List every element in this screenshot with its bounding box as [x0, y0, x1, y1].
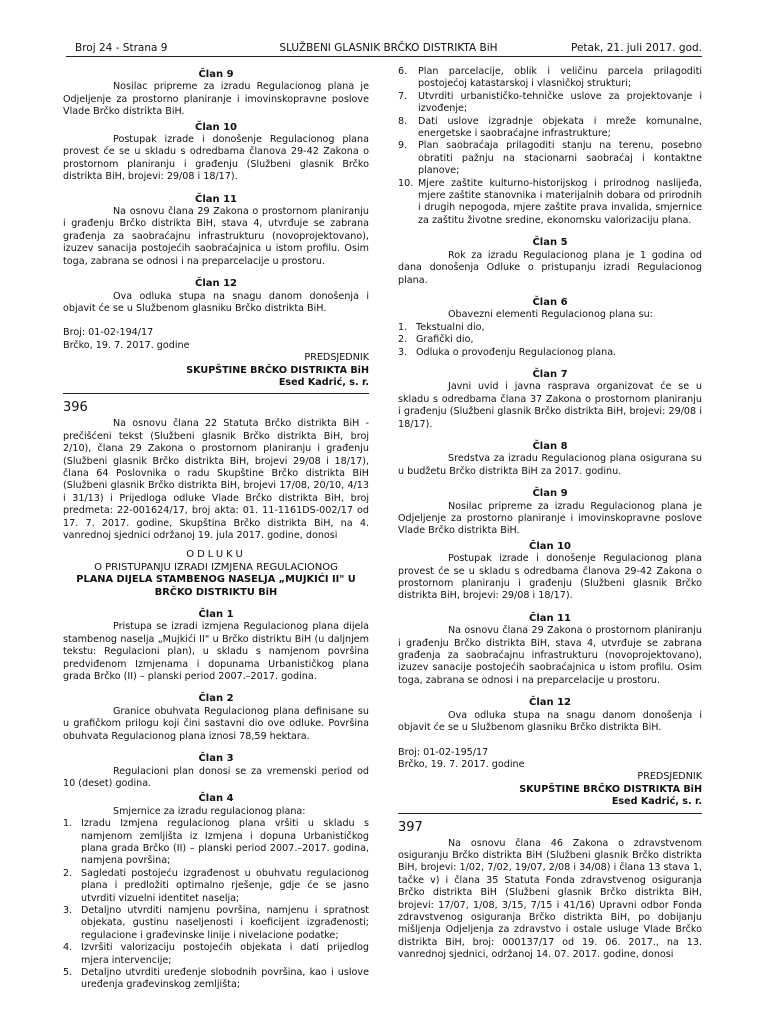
act-preamble: Na osnovu člana 46 Zakona o zdravstvenom osiguranju Brčko distrikta BiH (Službeni glasnik Brčko distrikta BiH, brojevi: 1/02, 7/02, 19/07, 2/08 i 34/08) i člana 13 stava 1, tačke v) i člana 35 Statuta Fonda zdravstvenog osiguranja Brčko distrikta BiH (Službeni glasnik Brčko distrikta BiH, brojevi: 17/07, 1/08, 3/15, 7/15 i 41/16) Upravni odbor Fonda zdravstvenog osiguranja Brčko distrikta BiH, po dobijanju mišljenja Odjeljenja za zdravstvo i ostale usluge Vlade Brčko distrikta BiH, broj: 000137/17 od 19. 06. 2017., na 13. vanrednoj sjednici, održanoj 14. 07. 2017. godine, donosi [398, 837, 702, 961]
article-text: Ova odluka stupa na snagu danom donošenja i objavit će se u Službenom glasniku Brčko distrikta BiH. [398, 709, 702, 734]
article-title: Član 1 [198, 609, 234, 621]
publication-date: Petak, 21. juli 2017. god. [571, 42, 702, 54]
article-title: Član 9 [198, 69, 234, 80]
act-title-line: O PRISTUPANJU IZRADI IZMJENA REGULACIONOG [94, 561, 338, 573]
list-item: 2. Sagledati postojeću izgrađenost u obuhvatu regulacionog plana i predložiti optimalno rješenje, gdje će se jasno utvrditi vizuelni identitet naselja; [63, 867, 369, 904]
article-text: Smjernice za izradu regulacionog plana: [113, 805, 306, 817]
document-number: Broj: 01-02-195/17 [398, 746, 489, 758]
right-column [398, 66, 702, 962]
article-text: Postupak izrade i donošenje Regulacionog plana provest će se u skladu s odredbama članova 29-42 Zakona o prostornom planiranju i građenju (Službeni glasnik Brčko distrikta BiH, brojevi: 29/08 i 18/17). [398, 553, 702, 602]
article-text: Obavezni elementi Regulacionog plana su: [448, 309, 653, 321]
article-title: Član 11 [194, 193, 238, 205]
act-number: 396 [63, 400, 88, 416]
list-item: 6. Plan parcelacije, oblik i veličinu parcela prilagoditi postojećoj katastarskoj i vlasničkoj strukturi; [398, 66, 702, 90]
list-item: 4. Izvršiti valorizaciju postojećih objekata i dati prijedlog mjera intervencije; [63, 942, 369, 966]
list-item: 3. Odluka o provođenju Regulacionog plana. [398, 346, 617, 358]
signatory-name: Esed Kadrić, s. r. [611, 796, 702, 808]
article-text: Regulacioni plan donosi se za vremenski period od 10 (deset) godina. [63, 765, 369, 789]
signatory-body: SKUPŠTINE BRČKO DISTRIKTA BiH [519, 783, 702, 795]
list-item: 1. Izradu Izmjena regulacionog plana vršiti u skladu s namjenom zemljišta iz Izmjena i dopuna Urbanističkog plana grada Brčko (II) – planski period 2007.–2017. godina, namjena površina; [63, 818, 369, 867]
article-text: Rok za izradu Regulacionog plana je 1 godina od dana donošenja Odluke o pristupanju izradi Regulacionog plana. [398, 249, 702, 286]
article-text: Nosilac pripreme za izradu Regulacionog plana je Odjeljenje za prostorno planiranje i imovinskopravne poslove Vlade Brčko distrikta BiH. [398, 500, 702, 537]
list-item: 2. Grafički dio, [398, 334, 474, 346]
article-text: Ova odluka stupa na snagu danom donošenja i objavit će se u Službenom glasniku Brčko distrikta BiH. [63, 290, 369, 314]
signatory-name: Esed Kadrić, s. r. [278, 376, 369, 388]
elements-list [398, 322, 702, 359]
publication-title: SLUŽBENI GLASNIK BRČKO DISTRIKTA BiH [279, 42, 498, 54]
article-text: Na osnovu člana 29 Zakona o prostornom planiranju i građenju Brčko distrikta BiH, stava 4, utvrđuje se zabrana građenja za saobraćajnu infrastrukturu (novoprojektovano), izuzev sanacija postojećih saobraćajnica u istom profilu. Osim toga, zabrana se odnosi i na preparcelacije u prostoru. [63, 206, 369, 267]
article-text: Nosilac pripreme za izradu Regulacionog plana je Odjeljenje za prostorno planiranje i imovinskopravne poslove Vlade Brčko distrikta BiH. [63, 81, 369, 118]
act-preamble: Na osnovu člana 22 Statuta Brčko distrikta BiH - prečišćeni tekst (Službeni glasnik Brčko distrikta BiH, broj 2/10), člana 29 Zakona o prostornom planiranju i građenju (Službeni glasnik Brčko distrikta BiH, brojevi 29/08 i 18/17), člana 64 Poslovnika o radu Skupštine Brčko distrikta BiH (Službeni glasnik Brčko distrikta BiH, brojevi 17/08, 20/10, 4/13 i 31/13) i Prijedloga odluke Vlade Brčko distrikta BiH, broj predmeta: 22-001624/17, broj akta: 01. 11-1161DS-002/17 od 17. 7. 2017. godine, Skupština Brčko distrikta BiH, na 4. vanrednoj sjednici održanoj 19. jula 2017. godine, donosi [63, 418, 369, 541]
list-item: 9. Plan saobraćaja prilagoditi stanju na terenu, posebno obratiti pažnju na stacionarni saobraćaj i kontaktne planove; [398, 140, 702, 177]
list-item: 10. Mjere zaštite kulturno-historijskog i prirodnog naslijeđa, mjere zaštite stanovnika i materijalnih dobara od prirodnih i drugih nepogoda, mjere zaštite prava invalida, smjernice za zaštitu životne sredine, ekonomsku valorizaciju plana. [398, 177, 702, 226]
article-title: Član 11 [528, 612, 572, 624]
article-title: Član 3 [198, 753, 234, 765]
section-divider [63, 393, 369, 394]
article-title: Član 8 [532, 440, 568, 452]
act-type-heading: ODLUKU [186, 549, 246, 561]
article-title: Član 2 [198, 693, 234, 705]
document-date: Brčko, 19. 7. 2017. godine [398, 758, 525, 770]
article-text: Na osnovu člana 29 Zakona o prostornom planiranju i građenju Brčko distrikta BiH, stava 4, utvrđuje se zabrana građenja za saobraćajnu infrastrukturu (novoprojektovano), izuzev sanacije postojećih saobraćajnica u istom profilu. Osim toga, zabrana se odnosi i na preparcelacije u prostoru. [398, 625, 702, 686]
article-text: Postupak izrade i donošenje Regulacionog plana provest će se u skladu s odredbama članova 29-42 Zakona o prostornom planiranju i građenju (Službeni glasnik Brčko distrikta BiH, brojevi: 29/08 i 18/17). [63, 134, 369, 183]
signatory-role: PREDSJEDNIK [637, 771, 702, 783]
article-title: Član 10 [528, 540, 572, 552]
article-title: Član 12 [528, 697, 572, 709]
article-text: Granice obuhvata Regulacionog plana definisane su u grafičkom prilogu koji čini sastavni dio ove odluke. Površina obuhvata Regulacionog plana iznosi 78,59 hektara. [63, 705, 369, 742]
article-title: Član 10 [194, 121, 238, 133]
guidelines-list [63, 818, 369, 992]
page-header [75, 42, 702, 56]
article-title: Član 5 [532, 237, 568, 249]
list-item: 5. Detaljno utvrditi uređenje slobodnih površina, kao i uslove uređenja građevinskog zemljišta; [63, 967, 369, 991]
list-item: 1. Tekstualni dio, [398, 321, 485, 333]
act-number: 397 [398, 819, 423, 835]
list-item: 8. Dati uslove izgradnje objekata i mreže komunalne, energetske i saobraćajne infrastrukture; [398, 115, 702, 140]
article-text: Sredstva za izradu Regulacionog plana osigurana su u budžetu Brčko distrikta BiH za 2017. godinu. [398, 453, 702, 477]
list-item: 3. Detaljno utvrditi namjenu površina, namjenu i spratnost objekata, gustinu naseljenosti i koeficijent izgrađenosti; regulacione i građevinske linije i nivelacione podatke; [63, 904, 369, 941]
signatory-role: PREDSJEDNIK [304, 352, 369, 364]
article-title: Član 9 [532, 488, 568, 500]
header-rule [66, 56, 702, 57]
left-column [63, 66, 369, 992]
section-divider [398, 813, 702, 814]
document-number: Broj: 01-02-194/17 [63, 327, 154, 339]
article-title: Član 6 [532, 296, 568, 308]
act-title-subject: PLANA DIJELA STAMBENOG NASELJA „MUJKIĆI II" U BRČKO DISTRIKTU BiH [76, 574, 356, 598]
article-text: Pristupa se izradi izmjena Regulacionog plana dijela stambenog naselja „Mujkići II" u Brčko distriktu BiH (u daljnjem tekstu: Regulacioni plan), u skladu s namjenom površina predviđenom Izmjenama i dopunama Urbanističkog plana grada Brčko (II) – planski period 2007.–2017. godina. [63, 621, 369, 683]
signatory-body: SKUPŠTINE BRČKO DISTRIKTA BiH [186, 364, 369, 376]
list-item: 7. Utvrditi urbanističko-tehničke uslove za projektovanje i izvođenje; [398, 90, 702, 115]
document-date: Brčko, 19. 7. 2017. godine [63, 339, 190, 351]
article-title: Član 4 [198, 793, 234, 805]
article-text: Javni uvid i javna rasprava organizovat će se u skladu s odredbama člana 37 Zakona o prostornom planiranju i građenju (Službeni glasnik Brčko distrikta BiH, brojevi: 29/08 i 18/17). [398, 381, 702, 430]
guidelines-list-continued [398, 66, 702, 227]
issue-page-number: Broj 24 - Strana 9 [75, 42, 168, 54]
article-title: Član 7 [532, 368, 568, 380]
article-title: Član 12 [194, 278, 238, 290]
